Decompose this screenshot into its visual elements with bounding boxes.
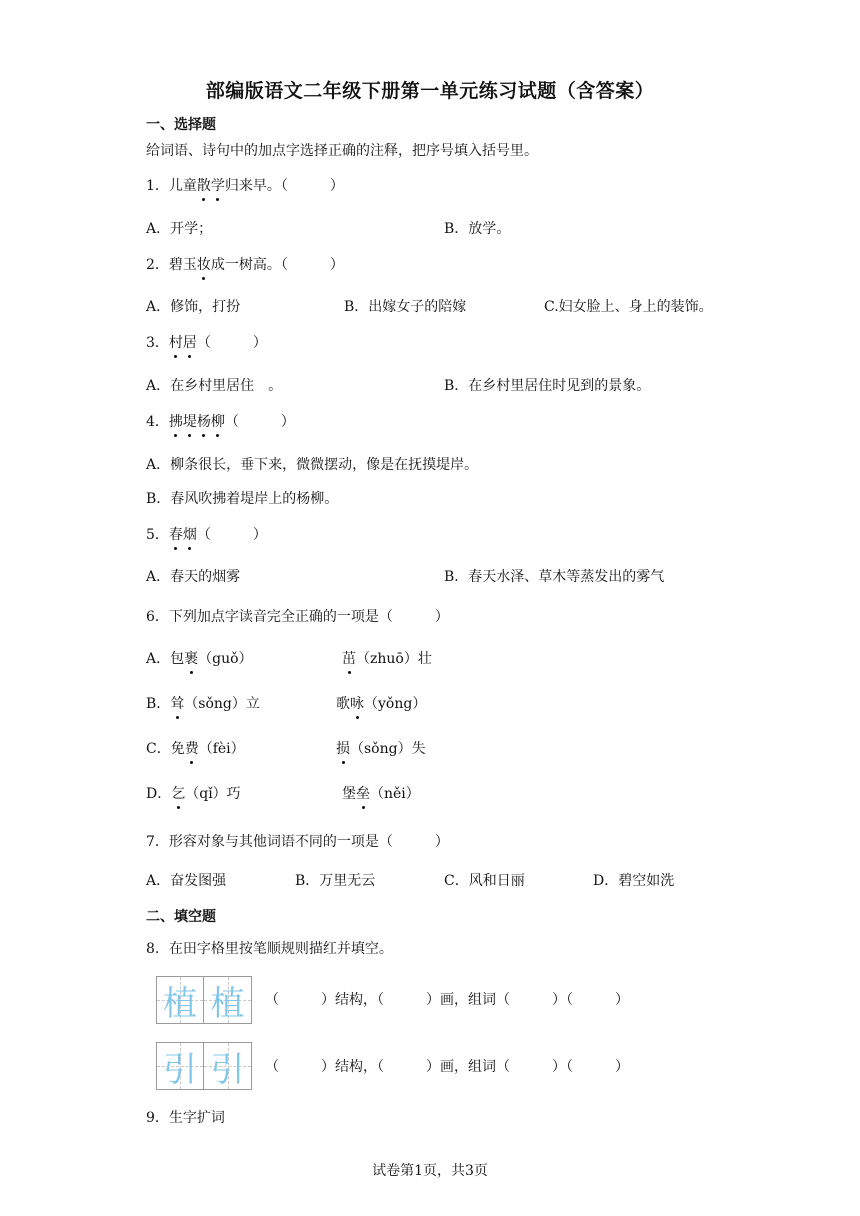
question-9: 9．生字扩词 [146, 1110, 225, 1126]
q2-prefix: 2．碧玉 [146, 257, 197, 273]
question-5 [146, 525, 267, 545]
q6-option-a-second [342, 649, 432, 669]
q3-suffix: （ ） [196, 335, 267, 351]
q6-text: 歌 [336, 696, 350, 712]
trace-char: 植 [163, 983, 197, 1024]
q4-option-a: A．柳条很长，垂下来，微微摆动，像是在抚摸堤岸。 [146, 457, 479, 473]
q6-dotted-char: 费 [184, 741, 199, 757]
q5-suffix: （ ） [196, 527, 267, 543]
q7-option-b: B．万里无云 [295, 873, 376, 889]
q4-dotted-char: 柳 [210, 414, 225, 430]
q1-dotted-char: 学 [210, 178, 225, 194]
q6-text: 堡 [342, 786, 356, 802]
q6-text: （fèi） [198, 741, 245, 757]
q7-option-d: D．碧空如洗 [593, 873, 675, 889]
q6-option-a-first [146, 649, 253, 669]
question-4 [146, 412, 295, 432]
section-instruction: 给词语、诗句中的加点字选择正确的注释，把序号填入括号里。 [146, 143, 538, 159]
q4-suffix: （ ） [224, 414, 295, 430]
question-6: 6．下列加点字读音完全正确的一项是（ ） [146, 609, 449, 625]
q6-dotted-char: 乞 [171, 786, 186, 802]
q2-option-b: B．出嫁女子的陪嫁 [344, 299, 467, 315]
question-8: 8．在田字格里按笔顺规则描红并填空。 [146, 941, 393, 957]
q3-dotted-char: 村 [168, 335, 183, 351]
q6-dotted-char: 茁 [342, 651, 356, 667]
tianzige-grid-1 [156, 976, 252, 1024]
q1-dotted-char: 散 [196, 178, 211, 194]
q6-text: （zhuō）壮 [356, 651, 432, 667]
trace-char: 引 [210, 1049, 245, 1090]
q5-prefix: 5． [146, 527, 169, 543]
q6-text: （guǒ） [198, 651, 253, 667]
q1-suffix: 归来早。（ ） [224, 178, 344, 194]
q6-text: （sǒng）失 [350, 741, 426, 757]
q4-option-b: B．春风吹拂着堤岸上的杨柳。 [146, 491, 339, 507]
q4-prefix: 4． [146, 414, 169, 430]
q6-dotted-char: 损 [336, 741, 350, 757]
q8-blank-line-2: （ ）结构，（ ）画，组词（ ）（ ） [265, 1059, 629, 1075]
tianzige-grid-2 [156, 1042, 252, 1090]
q3-dotted-char: 居 [182, 335, 197, 351]
tianzige-cell [204, 1042, 252, 1090]
section-heading-choice: 一、选择题 [146, 117, 216, 133]
q6-option-b-first [146, 694, 260, 714]
q3-prefix: 3． [146, 335, 169, 351]
q2-option-a: A．修饰，打扮 [146, 299, 241, 315]
q6-dotted-char: 裹 [184, 651, 199, 667]
trace-char: 植 [210, 983, 245, 1024]
q1-prefix: 1．儿童 [146, 178, 197, 194]
q3-option-a: A．在乡村里居住 。 [146, 378, 283, 394]
tianzige-cell [204, 976, 252, 1024]
question-2 [146, 255, 344, 275]
q6-text: C．免 [146, 741, 185, 757]
page-title: 部编版语文二年级下册第一单元练习试题（含答案） [205, 80, 655, 102]
q6-option-c-second [336, 739, 426, 759]
q6-dotted-char: 咏 [350, 696, 364, 712]
q2-suffix: 成一树高。（ ） [210, 257, 344, 273]
page-footer: 试卷第1页，共3页 [372, 1163, 488, 1179]
question-3 [146, 333, 267, 353]
q6-option-c-first [146, 739, 245, 759]
q1-option-a: A．开学； [146, 221, 213, 237]
q4-dotted-char: 堤 [182, 414, 197, 430]
q7-option-c: C．风和日丽 [444, 873, 525, 889]
q6-text: （yǒng） [364, 696, 427, 712]
q5-dotted-char: 春 [168, 527, 183, 543]
q6-dotted-char: 垒 [356, 786, 370, 802]
q5-option-a: A．春天的烟雾 [146, 569, 241, 585]
q6-dotted-char: 耸 [170, 696, 185, 712]
tianzige-cell [156, 976, 204, 1024]
q7-option-a: A．奋发图强 [146, 873, 227, 889]
q6-text: （sǒng）立 [184, 696, 260, 712]
q6-text: A．包 [146, 651, 185, 667]
q1-option-b: B．放学。 [444, 221, 511, 237]
q2-dotted-char: 妆 [196, 257, 211, 273]
q5-dotted-char: 烟 [182, 527, 197, 543]
q6-option-d-second [342, 784, 420, 804]
tianzige-cell [156, 1042, 204, 1090]
q5-option-b: B．春天水泽、草木等蒸发出的雾气 [444, 569, 665, 585]
section-heading-fill: 二、填空题 [146, 909, 216, 925]
q6-text: （něi） [370, 786, 420, 802]
q6-option-d-first [146, 784, 241, 804]
q4-dotted-char: 拂 [168, 414, 183, 430]
q6-text: B． [146, 696, 171, 712]
q6-option-b-second [336, 694, 426, 714]
question-1 [146, 176, 344, 196]
q6-text: （qǐ）巧 [185, 786, 241, 802]
q8-blank-line-1: （ ）结构，（ ）画，组词（ ）（ ） [265, 992, 629, 1008]
q2-option-c: C.妇女脸上、身上的装饰。 [544, 299, 713, 315]
q6-text: D． [146, 786, 172, 802]
q4-dotted-char: 杨 [196, 414, 211, 430]
question-7: 7．形容对象与其他词语不同的一项是（ ） [146, 834, 449, 850]
q3-option-b: B．在乡村里居住时见到的景象。 [444, 378, 651, 394]
trace-char: 引 [163, 1049, 197, 1090]
